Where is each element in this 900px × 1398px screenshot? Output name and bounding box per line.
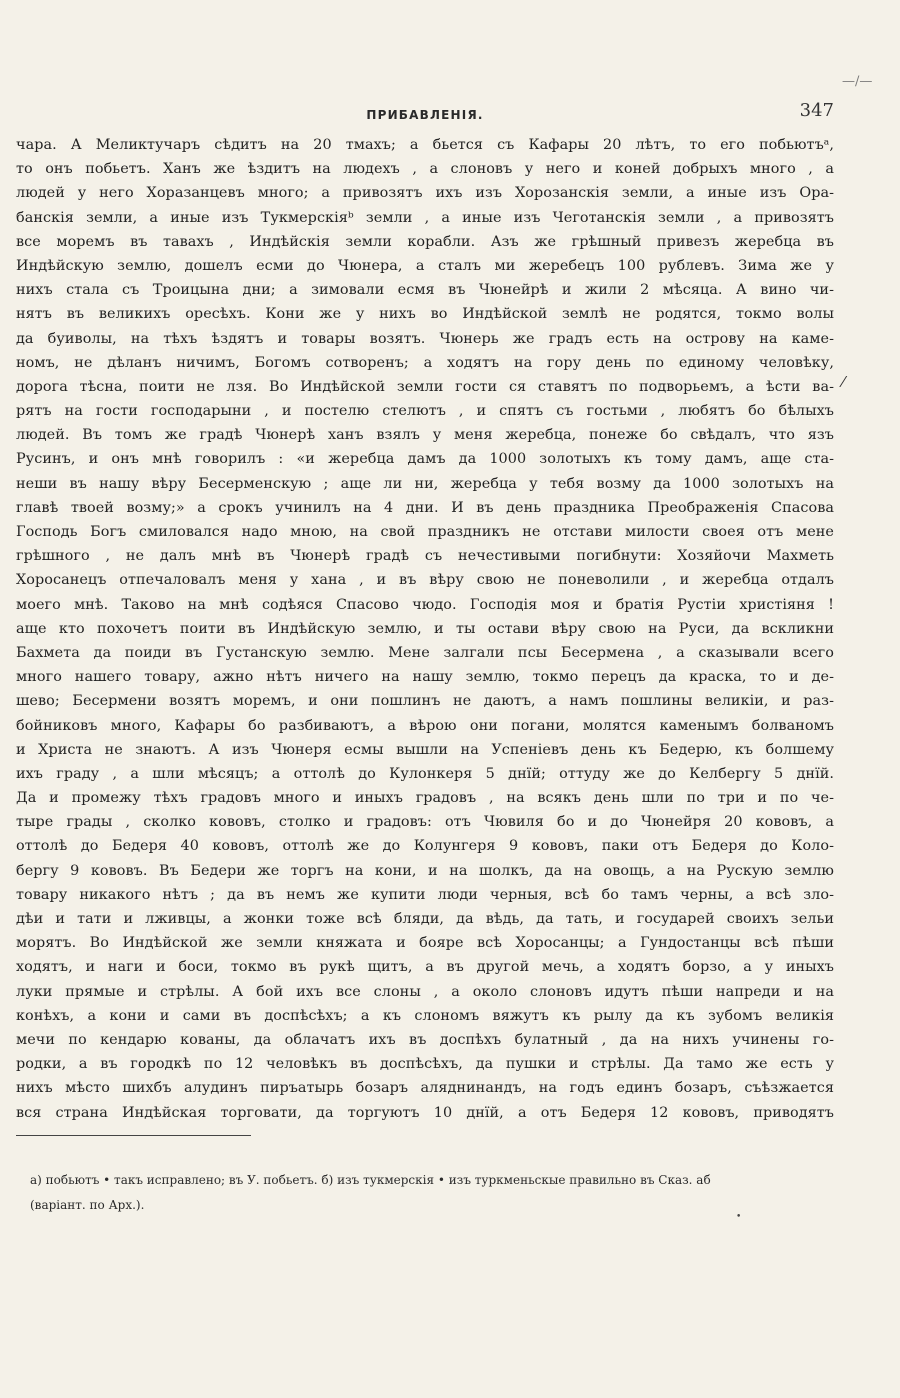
text-line: Господь Богъ смиловался надо мною, на свой праздникъ не отстави милости своея отъ мене [16, 524, 834, 540]
text-line: то онъ побьетъ. Ханъ же ѣздитъ на людехъ , а слоновъ у него и коней добрыхъ много , а [16, 161, 834, 178]
text-line: банскія земли, а иные изъ Тукмерскіяᵇ земли , а иные изъ Чеготанскія земли , а привозятъ [16, 209, 834, 226]
text-line: грѣшного , не далъ мнѣ въ Чюнерѣ градѣ съ нечестивыми погибнути: Хозяйочи Махметь [16, 548, 834, 565]
text-line: все моремъ въ тавахъ , Индѣйскія земли корабли. Азъ же грѣшный привезъ жеребца въ [16, 233, 834, 250]
running-title: ПРИБАВЛЕНІЯ. [366, 108, 484, 122]
text-line: нихъ стала съ Троицына дни; а зимовали есмя въ Чюнейрѣ и жили 2 мѣсяца. А вино чи- [16, 282, 834, 299]
footnote-line: (варіант. по Арх.). [30, 1198, 145, 1212]
text-line: моего мнѣ. Таково на мнѣ содѣяся Спасово чюдо. Господія моя и братія Рустіи христіяня ! [16, 596, 834, 613]
text-line: морятъ. Во Индѣйской же земли княжата и бояре всѣ Хоросанцы; а Гундостанцы всѣ пѣши [16, 935, 834, 952]
text-line: да буиволы, на тѣхъ ѣздятъ и товары возятъ. Чюнерь же градъ есть на острову на каме- [16, 330, 834, 347]
text-line: и Христа не знаютъ. А изъ Чюнеря есмы вышли на Успеніевъ день къ Бедерю, къ болшему [16, 741, 834, 758]
main-text-block [16, 133, 834, 1125]
text-line: много нашего товару, ажно нѣтъ ничего на нашу землю, токмо перецъ да краска, то и де- [16, 669, 834, 686]
text-line: рятъ на гости господарыни , и постелю стелютъ , и спятъ съ гостьми , любятъ бо бѣлыхъ [16, 403, 834, 420]
text-line: конѣхъ, а кони и сами въ доспѣсѣхъ; а къ слономъ вяжутъ къ рылу да къ зубомъ великія [16, 1007, 834, 1024]
text-line: бергу 9 кововъ. Въ Бедери же торгъ на кони, и на шолкъ, да на овощь, а на Рускую землю [16, 862, 834, 879]
text-line: людей у него Хоразанцевъ много; а привозятъ ихъ изъ Хорозанскія земли, а иные изъ Ора- [16, 185, 834, 202]
margin-side-mark: ⁄ [842, 373, 845, 391]
text-line: неши въ нашу вѣру Бесерменскую ; аще ли ни, жеребца у тебя возму да 1000 золотыхъ на [16, 475, 834, 492]
text-line: вся страна Индѣйская торговати, да торгуютъ 10 днїй, а отъ Бедеря 12 кововъ, приводятъ [16, 1104, 834, 1121]
text-line: главѣ твоей возму;» а срокъ учинилъ на 4 дни. И въ день праздника Преображенія Спасова [16, 499, 834, 516]
text-line: Русинъ, и онъ мнѣ говорилъ : «и жеребца дамъ да 1000 золотыхъ къ тому дамъ, аще ста- [16, 451, 834, 468]
text-line: ихъ граду , а шли мѣсяцъ; а оттолѣ до Кулонкеря 5 днїй; оттуду же до Келбергу 5 днїй. [16, 765, 834, 782]
text-line: луки прямые и стрѣлы. А бой ихъ все слоны , а около слоновъ идутъ пѣши напреди и на [16, 983, 834, 1000]
text-line: товару никакого нѣтъ ; да въ немъ же купити люди черныя, всѣ бо тамъ черны, а всѣ зло- [16, 886, 834, 903]
text-line: Хоросанецъ отпечаловалъ меня у хана , и въ вѣру свою не поневолили , и жеребца отдалъ [16, 572, 834, 589]
text-line: тыре грады , сколко кововъ, столко и градовъ: отъ Чювиля бо и до Чюнейря 20 кововъ, а [16, 814, 834, 831]
text-line: родки, а въ городкѣ по 12 человѣкъ въ доспѣсѣхъ, да пушки и стрѣлы. Да тамо же есть у [16, 1056, 834, 1073]
text-line: нихъ мѣсто шихбъ алудинъ пиръатырь бозаръ аляднинандъ, на годъ единъ бозаръ, съѣзжается [16, 1080, 834, 1097]
footnotes-block [30, 1168, 835, 1218]
text-line: оттолѣ до Бедеря 40 кововъ, оттолѣ же до Колунгеря 9 кововъ, паки отъ Бедеря до Коло- [16, 838, 834, 855]
text-line: чара. А Меликтучаръ сѣдитъ на 20 тмахъ; а бьется съ Кафары 20 лѣтъ, то его побьютъᵃ, [16, 137, 834, 153]
text-line: Да и промежу тѣхъ градовъ много и иныхъ градовъ , на всякъ день шли по три и по че- [16, 790, 834, 807]
text-line: шево; Бесермени возятъ моремъ, и они пошлинъ не даютъ, а намъ пошлины великіи, и раз- [16, 693, 834, 710]
text-line: номъ, не дѣланъ ничимъ, Богомъ сотворенъ; а ходятъ на гору день по единому человѣку, [16, 354, 834, 371]
footnote-mark: • [736, 1212, 742, 1222]
footnote-rule [16, 1135, 251, 1136]
footnote-line: а) побьютъ • такъ исправлено; въ У. побьетъ. б) изъ тукмерскія • изъ туркменьскые правильно въ Сказ. аб [30, 1173, 711, 1187]
page-number: 347 [799, 100, 834, 121]
text-line: аще кто похочетъ поити въ Индѣйскую землю, и ты остави вѣру свою на Руси, да вскликни [16, 620, 834, 637]
page-header [16, 100, 834, 130]
text-line: ходятъ, и наги и боси, токмо въ рукѣ щитъ, а въ другой мечь, а ходятъ борзо, а у иныхъ [16, 959, 834, 976]
text-line: дѣи и тати и лживцы, а жонки тоже всѣ бляди, да вѣдь, да тать, и государей своихъ зельи [16, 911, 834, 927]
text-line: бойниковъ много, Кафары бо разбиваютъ, а вѣрою они погани, молятся каменымъ болваномъ [16, 717, 834, 734]
text-line: Бахмета да поиди въ Густанскую землю. Мене залгали псы Бесермена , а сказывали всего [16, 644, 834, 661]
text-line: Индѣйскую землю, дошелъ есми до Чюнера, а сталъ ми жеребецъ 100 рублевъ. Зима же у [16, 257, 834, 274]
margin-pencil-mark: —/— [842, 74, 873, 89]
text-line: мечи по кендарю кованы, да облачатъ ихъ въ доспѣхъ булатный , да на нихъ учинены го- [16, 1031, 834, 1048]
text-line: нятъ въ великихъ оресѣхъ. Кони же у нихъ во Индѣйской землѣ не родятся, токмо волы [16, 306, 834, 323]
text-line: дорога тѣсна, поити не лзя. Во Индѣйской земли гости ся ставятъ по подворьемъ, а ѣсти ва- [16, 378, 834, 395]
text-line: людей. Въ томъ же градѣ Чюнерѣ ханъ взялъ у меня жеребца, понеже бо свѣдалъ, что язъ [16, 427, 834, 444]
